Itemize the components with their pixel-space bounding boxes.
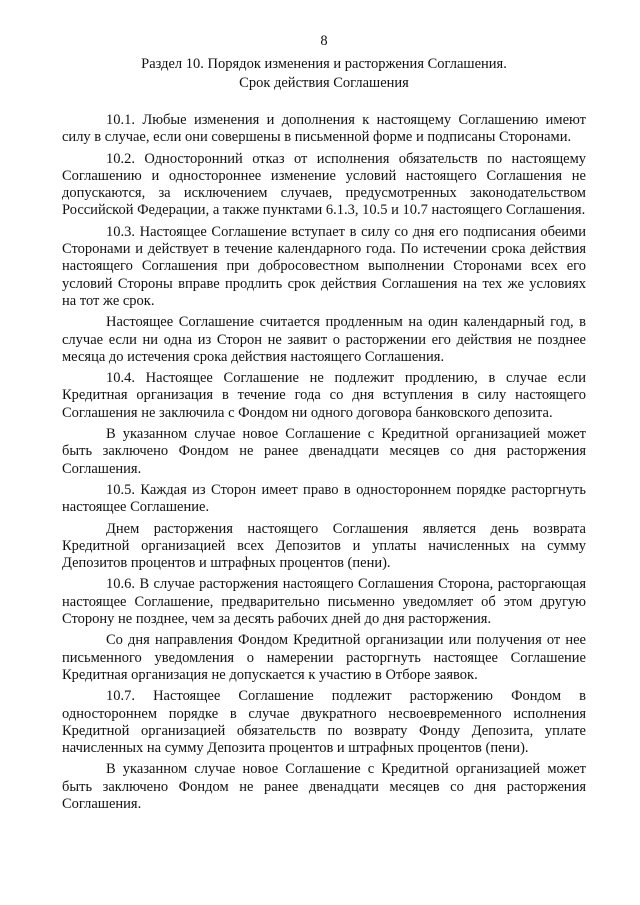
clause-10-6: 10.6. В случае расторжения настоящего Соглашения Сторона, расторгающая настоящее Соглашение, предварительно письменно уведомляет об этом другую Сторону не позднее, чем за десять рабочих дней до дня расторжения.	[62, 576, 586, 628]
clause-10-3: 10.3. Настоящее Соглашение вступает в силу со дня его подписания обеими Сторонами и действует в течение календарного года. По истечении срока действия настоящего Соглашения при добросовестном выполнении Сторонами всех его условий Стороны вправе продлить срок действия Соглашения на тех же условиях на тот же срок.	[62, 223, 586, 309]
clause-10-5-continuation: Днем расторжения настоящего Соглашения является день возврата Кредитной организацией всех Депозитов и уплаты начисленных на сумму Депозитов процентов и штрафных процентов (пени).	[62, 520, 586, 572]
clause-10-4: 10.4. Настоящее Соглашение не подлежит продлению, в случае если Кредитная организация в течение года со дня вступления в силу настоящего Соглашения не заключила с Фондом ни одного договора банковского депозита.	[62, 370, 586, 421]
clause-10-4-continuation: В указанном случае новое Соглашение с Кредитной организацией может быть заключено Фондом не ранее двенадцати месяцев со дня расторжения Соглашения.	[62, 426, 586, 477]
clause-10-7-continuation: В указанном случае новое Соглашение с Кредитной организацией может быть заключено Фондом не ранее двенадцати месяцев со дня расторжения Соглашения.	[62, 761, 586, 812]
section-title-line-2: Срок действия Соглашения	[239, 75, 409, 91]
section-title	[62, 55, 586, 93]
clause-10-5: 10.5. Каждая из Сторон имеет право в одностороннем порядке расторгнуть настоящее Соглашение.	[62, 481, 586, 516]
page-number: 8	[320, 33, 328, 49]
section-title-line-1: Раздел 10. Порядок изменения и расторжения Соглашения.	[141, 56, 507, 72]
clause-10-1: 10.1. Любые изменения и дополнения к настоящему Соглашению имеют силу в случае, если они совершены в письменной форме и подписаны Сторонами.	[62, 112, 586, 146]
clause-10-2: 10.2. Односторонний отказ от исполнения обязательств по настоящему Соглашению и одностороннее изменение условий настоящего Соглашения не допускаются, за исключением случаев, предусмотренных законодательством Российской Федерации, а также пунктами 6.1.3, 10.5 и 10.7 настоящего Соглашения.	[62, 150, 586, 219]
document-page	[62, 32, 586, 817]
clause-10-3-continuation: Настоящее Соглашение считается продленным на один календарный год, в случае если ни одна из Сторон не заявит о расторжении его действия не позднее месяца до истечения срока действия настоящего Соглашения.	[62, 314, 586, 365]
clause-10-7: 10.7. Настоящее Соглашение подлежит расторжению Фондом в одностороннем порядке в случае двукратного несвоевременного исполнения Кредитной организацией обязательств по возврату Фонду Депозита, уплате начисленных на сумму Депозита процентов и штрафных процентов (пени).	[62, 688, 586, 757]
clause-10-6-continuation: Со дня направления Фондом Кредитной организации или получения от нее письменного уведомления о намерении расторгнуть настоящее Соглашение Кредитная организация не допускается к участию в Отборе заявок.	[62, 632, 586, 683]
